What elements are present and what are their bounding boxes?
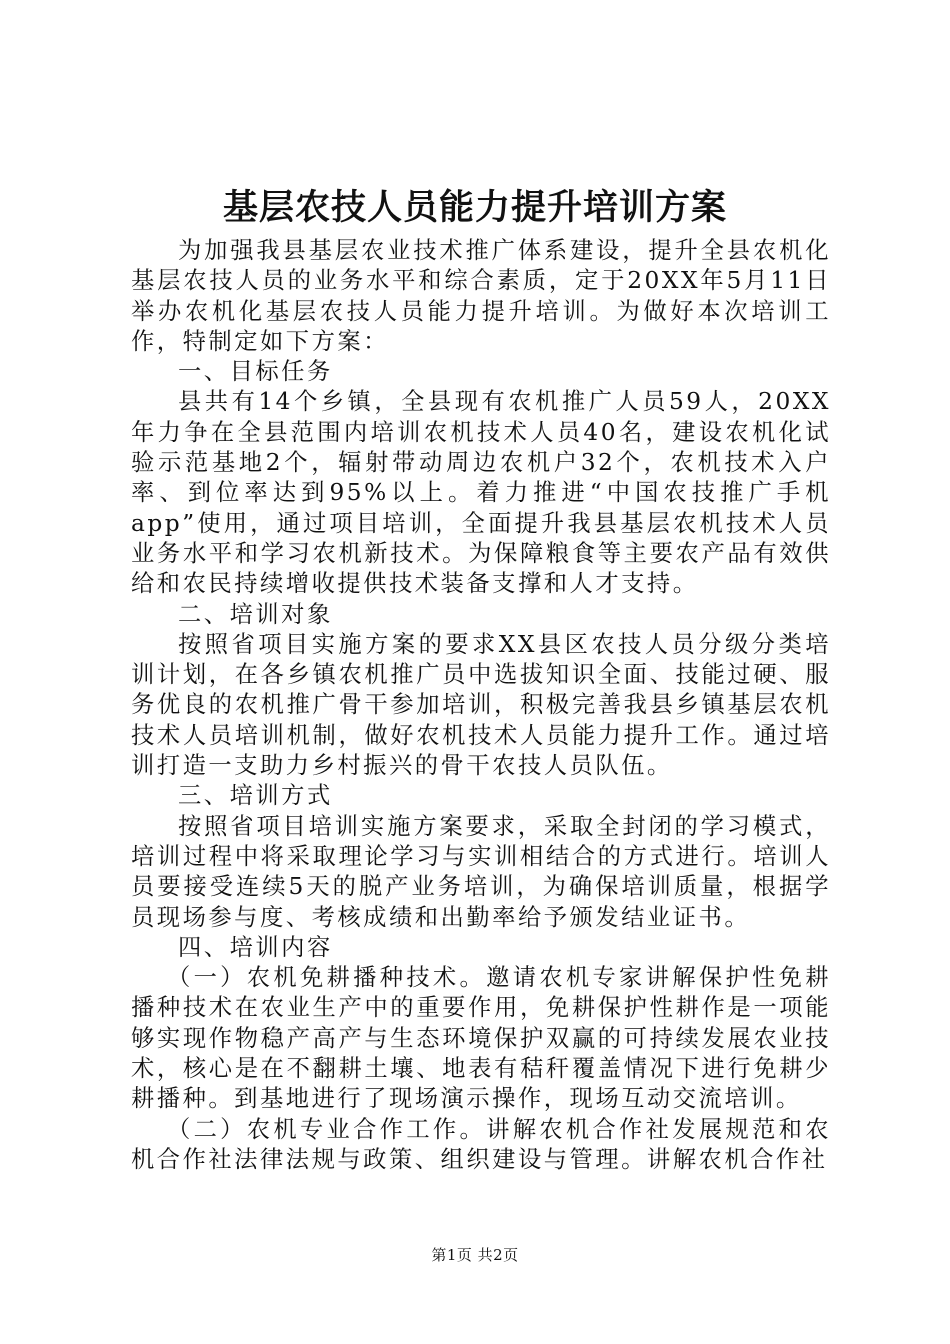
method-paragraph: 按照省项目培训实施方案要求，采取全封闭的学习模式，培训过程中将采取理论学习与实训相结合的方式进行。培训人员要接受连续5天的脱产业务培训，为确保培训质量，根据学员现场参与度、考核成绩和出勤率给予颁发结业证书。 — [131, 812, 831, 931]
intro-paragraph: 为加强我县基层农业技术推广体系建设，提升全县农机化基层农技人员的业务水平和综合素质，定于20XX年5月11日举办农机化基层农技人员能力提升培训。为做好本次培训工作，特制定如下方案： — [131, 237, 831, 355]
section-heading-content: 四、培训内容 — [178, 933, 333, 961]
trainees-paragraph: 按照省项目实施方案的要求XX县区农技人员分级分类培训计划，在各乡镇农机推广员中选拔知识全面、技能过硬、服务优良的农机推广骨干参加培训，积极完善我县乡镇基层农机技术人员培训机制，做好农机技术人员能力提升工作。通过培训打造一支助力乡村振兴的骨干农技人员队伍。 — [131, 630, 831, 780]
content-item-1: （一）农机免耕播种技术。邀请农机专家讲解保护性免耕播种技术在农业生产中的重要作用，免耕保护性耕作是一项能够实现作物稳产高产与生态环境保护双赢的可持续发展农业技术，核心是在不翻耕土壤、地表有秸秆覆盖情况下进行免耕少耕播种。到基地进行了现场演示操作，现场互动交流培训。 — [131, 964, 831, 1113]
content-item-2: （二）农机专业合作工作。讲解农机合作社发展规范和农机合作社法律法规与政策、组织建设与管理。讲解农机合作社 — [131, 1115, 831, 1173]
goals-paragraph: 县共有14个乡镇，全县现有农机推广人员59人，20XX年力争在全县范围内培训农机技术人员40名，建设农机化试验示范基地2个，辐射带动周边农机户32个，农机技术入户率、到位率达到95%以上。着力推进“中国农技推广手机app”使用，通过项目培训，全面提升我县基层农机技术人员业务水平和学习农机新技术。为保障粮食等主要农产品有效供给和农民持续增收提供技术装备支撑和人才支持。 — [131, 388, 831, 598]
section-heading-goals: 一、目标任务 — [178, 358, 333, 386]
section-heading-method: 三、培训方式 — [178, 782, 333, 810]
section-heading-trainees: 二、培训对象 — [178, 600, 333, 628]
page-footer: 第1页 共2页 — [431, 1246, 519, 1264]
document-title: 基层农技人员能力提升培训方案 — [222, 187, 727, 228]
document-body — [131, 236, 831, 1175]
